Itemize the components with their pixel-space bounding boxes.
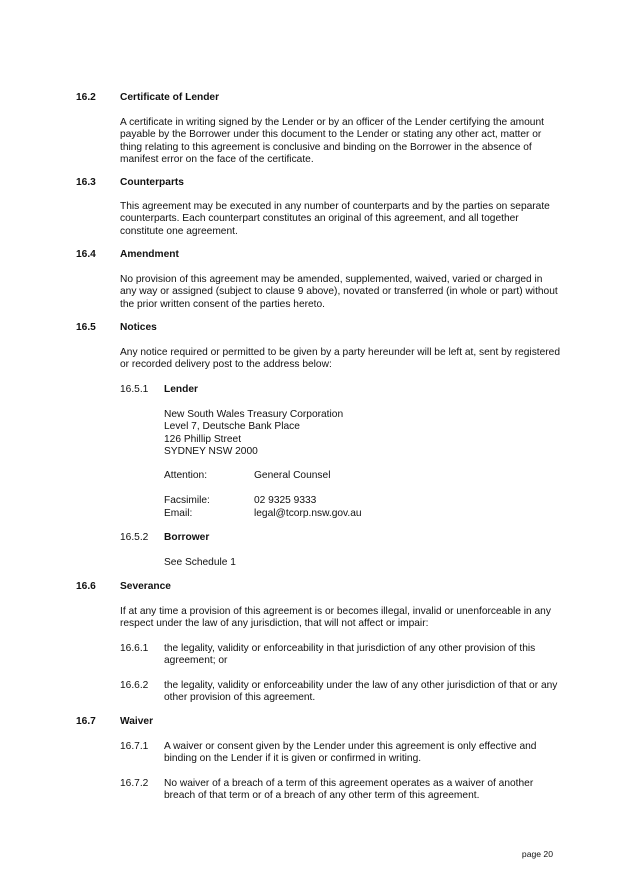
section-heading-16-2 — [76, 92, 219, 104]
section-title: Severance — [120, 581, 171, 592]
section-title: Counterparts — [120, 177, 184, 188]
subsection-title-lender: Lender — [164, 384, 198, 395]
section-title: Waiver — [120, 716, 154, 727]
address-line: 126 Phillip Street — [164, 433, 242, 445]
item-number-16-6-2: 16.6.2 — [120, 680, 149, 691]
item-number-16-6-1: 16.6.1 — [120, 643, 149, 654]
attention-label: Attention: — [164, 470, 208, 481]
section-body-16-3: This agreement may be executed in any number of counterparts and by the parties on separate counterparts. Each counterpart constitutes an original of this agreement, and all together constitute one agreement. — [120, 201, 550, 237]
section-heading-16-5 — [76, 322, 157, 334]
section-heading-16-6 — [76, 581, 171, 593]
section-body-16-6: If at any time a provision of this agreement is or becomes illegal, invalid or unenforceable in any respect under the law of any jurisdiction, that will not affect or impair: — [120, 606, 551, 630]
section-title: Certificate of Lender — [120, 92, 220, 103]
section-number: 16.4 — [76, 249, 96, 260]
lender-address — [164, 409, 560, 459]
subsection-title-borrower: Borrower — [164, 532, 210, 543]
item-text-16-6-2: the legality, validity or enforceability under the law of any other jurisdiction of that or any other provision of this agreement. — [164, 680, 558, 704]
section-heading-16-3 — [76, 177, 184, 189]
email-label: Email: — [164, 508, 193, 519]
section-body-16-5: Any notice required or permitted to be given by a party hereunder will be left at, sent by registered or recorded delivery post to the address below: — [120, 347, 561, 371]
facsimile-label: Facsimile: — [164, 495, 210, 506]
facsimile-value: 02 9325 9333 — [254, 495, 317, 506]
section-body-16-2: A certificate in writing signed by the Lender or by an officer of the Lender certifying the amount payable by the Borrower under this document to the Lender or stating any other act, matter or thing relating to this agreement is conclusive and binding on the Borrower in the absence of manifest error on the face of the certificate. — [120, 117, 544, 166]
item-text-16-7-2: No waiver of a breach of a term of this agreement operates as a waiver of another breach of that term or of a breach of any other term of this agreement. — [164, 778, 534, 802]
attention-value: General Counsel — [254, 470, 331, 481]
address-line: SYDNEY NSW 2000 — [164, 446, 258, 458]
item-text-16-7-1: A waiver or consent given by the Lender under this agreement is only effective and binding on the Lender if it is given or confirmed in writing. — [164, 741, 537, 765]
section-number: 16.3 — [76, 177, 96, 188]
email-value: legal@tcorp.nsw.gov.au — [254, 508, 362, 519]
section-number: 16.2 — [76, 92, 96, 103]
subsection-number-16-5-2: 16.5.2 — [120, 532, 149, 543]
section-number: 16.7 — [76, 716, 96, 727]
section-number: 16.6 — [76, 581, 96, 592]
address-line: Level 7, Deutsche Bank Place — [164, 421, 300, 433]
section-heading-16-7 — [76, 716, 153, 728]
subsection-number-16-5-1: 16.5.1 — [120, 384, 149, 395]
section-title: Amendment — [120, 249, 179, 260]
section-body-16-4: No provision of this agreement may be amended, supplemented, waived, varied or charged in any way or assigned (subject to clause 9 above), novated or transferred (in whole or part) without the prior written consent of the parties hereto. — [120, 274, 558, 310]
item-number-16-7-2: 16.7.2 — [120, 778, 149, 789]
section-title: Notices — [120, 322, 157, 333]
page-number: page 20 — [521, 849, 553, 859]
address-line: New South Wales Treasury Corporation — [164, 409, 344, 420]
section-heading-16-4 — [76, 249, 179, 261]
section-number: 16.5 — [76, 322, 96, 333]
item-text-16-6-1: the legality, validity or enforceability in that jurisdiction of any other provision of this agreement; or — [164, 643, 536, 667]
borrower-body: See Schedule 1 — [164, 557, 236, 568]
item-number-16-7-1: 16.7.1 — [120, 741, 149, 752]
